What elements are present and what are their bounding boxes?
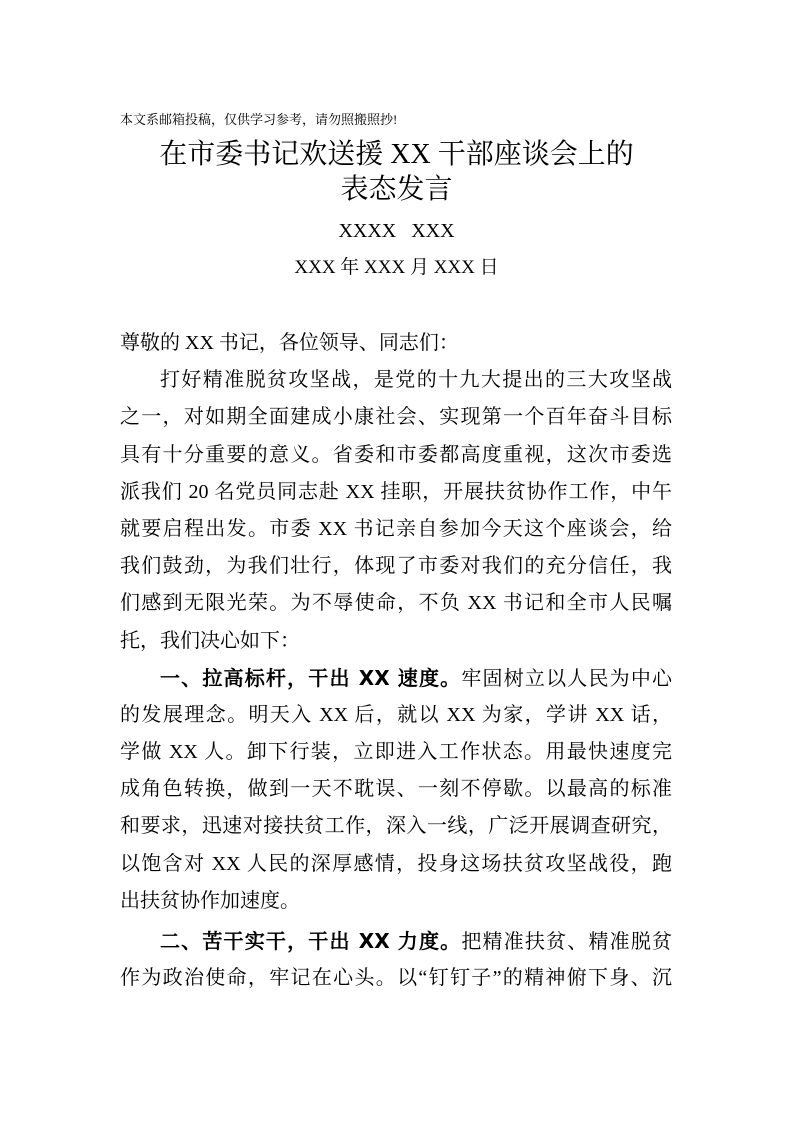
- body-line: 学做 XX 人。卸下行装，立即进入工作状态。用最快速度完: [120, 741, 672, 764]
- body-line: 打好精准脱贫攻坚战，是党的十九大提出的三大攻坚战: [160, 369, 672, 392]
- body-line: 出扶贫协作加速度。: [120, 889, 300, 912]
- document-title-line-2: 表态发言: [340, 174, 453, 205]
- date: XXX 年 XXX 月 XXX 日: [294, 257, 499, 278]
- body-line: 和要求，迅速对接扶贫工作，深入一线，广泛开展调查研究，: [120, 815, 672, 838]
- section-2-heading-line: [120, 923, 672, 960]
- body-line: 以饱含对 XX 人民的深厚感情，投身这场扶贫攻坚战役，跑: [120, 852, 672, 875]
- section-1-heading: 一、拉高标杆，干出 XX 速度。: [160, 665, 462, 690]
- document-title-line-1: 在市委书记欢送援 XX 干部座谈会上的: [159, 139, 634, 170]
- section-2-heading: 二、苦干实干，干出 XX 力度。: [160, 929, 462, 953]
- body-line: 就要启程出发。市委 XX 书记亲自参加今天这个座谈会，给: [120, 517, 672, 540]
- submission-note: 本文系邮箱投稿，仅供学习参考，请勿照搬照抄!: [120, 112, 398, 127]
- body-line: 之一，对如期全面建成小康社会、实现第一个百年奋斗目标: [120, 406, 672, 429]
- body-line: 成角色转换，做到一天不耽误、一刻不停歇。以最高的标准: [120, 778, 672, 801]
- body-text: 把精准扶贫、精准脱贫: [461, 931, 673, 953]
- body-line: 的发展理念。明天入 XX 后，就以 XX 为家，学讲 XX 话，: [120, 703, 672, 726]
- section-1-heading-line: [120, 660, 672, 697]
- body-line: 托，我们决心如下：: [120, 629, 300, 652]
- body-line: 具有十分重要的意义。省委和市委都高度重视，这次市委选: [120, 443, 672, 466]
- salutation: 尊敬的 XX 书记，各位领导、同志们：: [120, 332, 459, 354]
- body-line: 派我们 20 名党员同志赴 XX 挂职，开展扶贫协作工作，中午: [120, 480, 672, 503]
- body-line: 我们鼓劲，为我们壮行，体现了市委对我们的充分信任，我: [120, 555, 672, 578]
- document-body: [120, 325, 672, 997]
- body-line: 们感到无限光荣。为不辱使命，不负 XX 书记和全市人民嘱: [120, 592, 672, 615]
- author: XXXX XXX: [338, 220, 455, 242]
- body-line: 作为政治使命，牢记在心头。以“钉钉子”的精神俯下身、沉: [120, 967, 672, 990]
- body-text: 牢固树立以人民为中心: [461, 667, 673, 690]
